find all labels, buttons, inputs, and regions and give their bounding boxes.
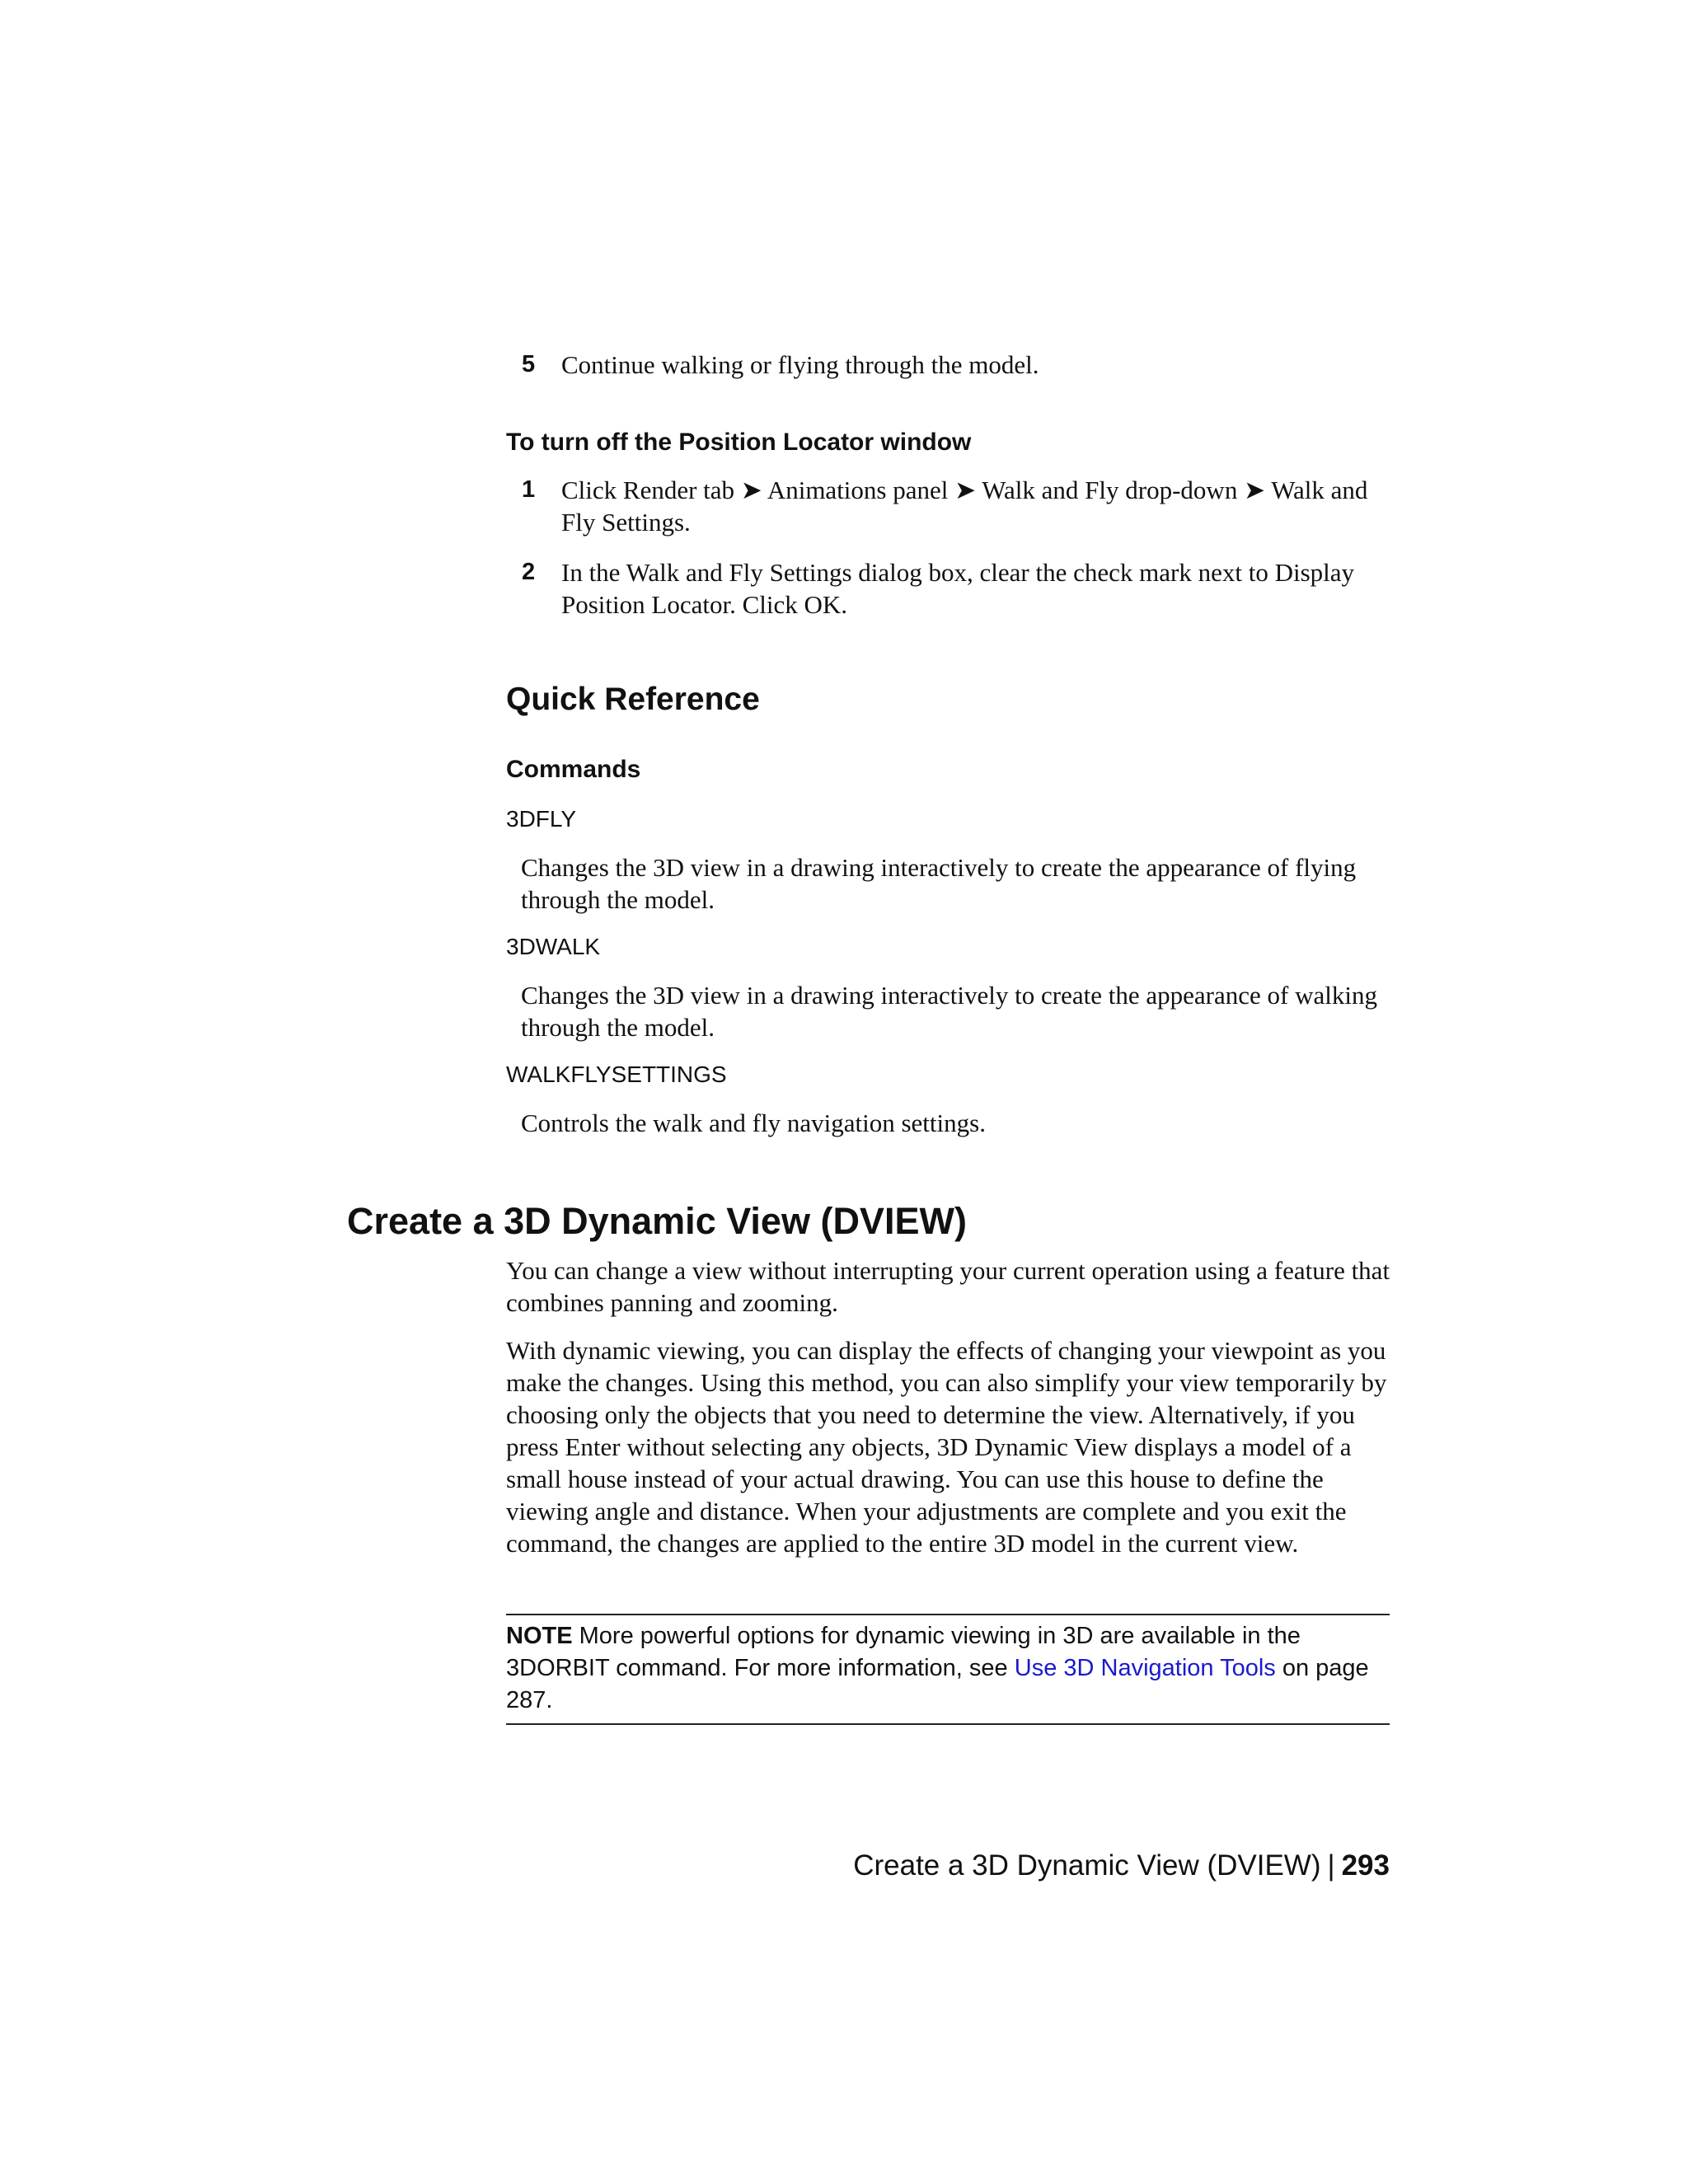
page-footer: [853, 1849, 1390, 1883]
step-text: Continue walking or flying through the model.: [561, 350, 1039, 379]
procedure-heading: To turn off the Position Locator window: [506, 429, 972, 456]
step-text: In the Walk and Fly Settings dialog box, clear the check mark next to Display Position Locator. Click OK.: [561, 558, 1355, 619]
note-text: More powerful options for dynamic viewing in 3D are available in the 3DORBIT command. For more information, see: [506, 1623, 1301, 1681]
note-text-after: on page 287.: [506, 1655, 1369, 1713]
list-item: [522, 474, 1395, 540]
command-name: 3DWALK: [506, 934, 601, 959]
step-number: 1: [522, 476, 536, 503]
cross-reference-link[interactable]: Use 3D Navigation Tools: [1014, 1655, 1276, 1681]
list-item: [522, 556, 1395, 622]
page-number: 293: [1341, 1849, 1390, 1882]
step-number: 5: [522, 351, 536, 377]
commands-heading: Commands: [506, 756, 641, 783]
paragraph: You can change a view without interrupting your current operation using a feature that combines panning and zooming.: [506, 1256, 1390, 1317]
note-box: [506, 1614, 1390, 1725]
command-description: Changes the 3D view in a drawing interactively to create the appearance of walking through the model.: [521, 981, 1377, 1042]
quick-reference-heading: Quick Reference: [506, 682, 760, 717]
footer-title: Create a 3D Dynamic View (DVIEW): [853, 1849, 1321, 1882]
command-description: Controls the walk and fly navigation settings.: [521, 1108, 986, 1137]
section-title: Create a 3D Dynamic View (DVIEW): [347, 1200, 967, 1242]
step-number: 2: [522, 559, 536, 585]
footer-separator: |: [1327, 1849, 1335, 1882]
command-description: Changes the 3D view in a drawing interactively to create the appearance of flying through the model.: [521, 853, 1357, 914]
step-text: Click Render tab ➤ Animations panel ➤ Walk and Fly drop-down ➤ Walk and Fly Settings.: [561, 476, 1368, 537]
command-name: 3DFLY: [506, 806, 577, 832]
note-label: NOTE: [506, 1623, 573, 1649]
command-name: WALKFLYSETTINGS: [506, 1062, 727, 1087]
paragraph: With dynamic viewing, you can display the effects of changing your viewpoint as you make the changes. Using this method, you can also simplify your view temporarily by choosing only the objects that you need to determine the view. Alternatively, if you press Enter without selecting any objects, 3D Dynamic View displays a model of a small house instead of your actual drawing. You can use this house to define the viewing angle and distance. When your adjustments are complete and you exit the command, the changes are applied to the entire 3D model in the current view.: [506, 1336, 1387, 1558]
